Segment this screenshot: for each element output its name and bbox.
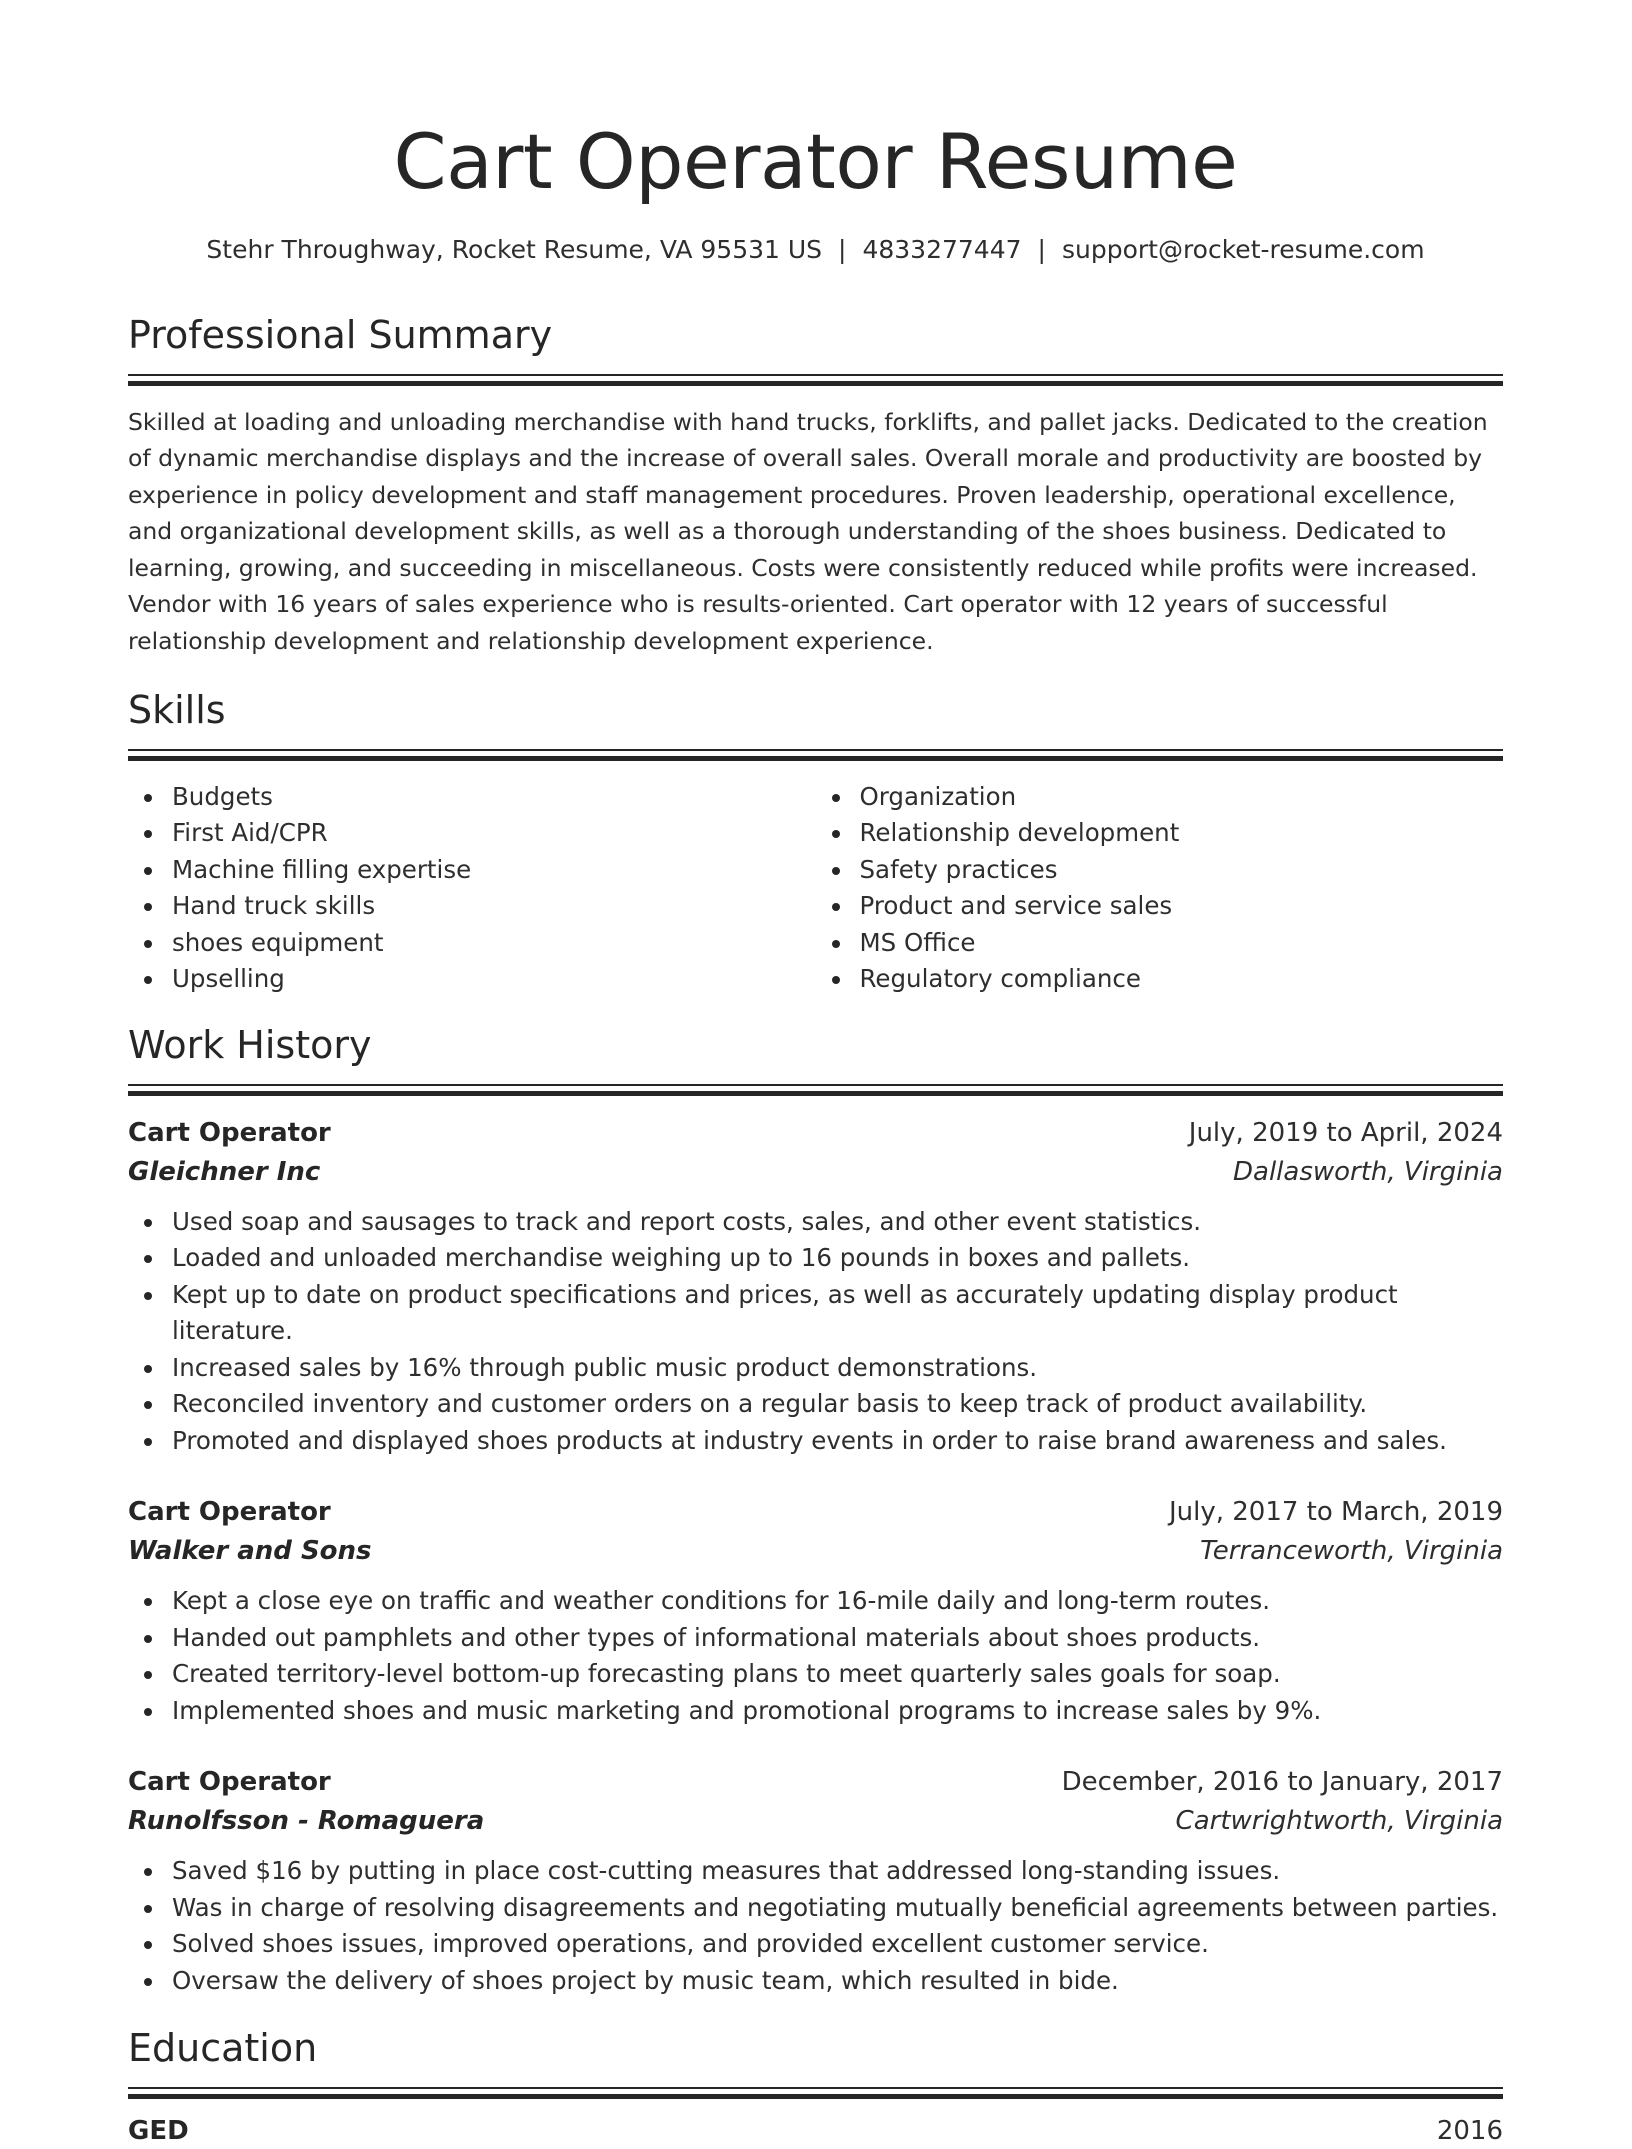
job-dates: July, 2019 to April, 2024 <box>1188 1117 1503 1148</box>
job-bullet: Promoted and displayed shoes products at industry events in order to raise brand awareness and sales. <box>128 1423 1503 1460</box>
job-bullet: Saved $16 by putting in place cost-cutting measures that addressed long-standing issues. <box>128 1853 1503 1890</box>
work-history-section <box>128 1024 1503 1999</box>
job-location: Terranceworth, Virginia <box>1200 1536 1503 1567</box>
job-bullet: Loaded and unloaded merchandise weighing up to 16 pounds in boxes and pallets. <box>128 1240 1503 1277</box>
contact-separator: | <box>1037 234 1046 264</box>
skills-heading: Skills <box>128 688 226 733</box>
section-divider <box>128 2087 1503 2099</box>
job-title: Cart Operator <box>128 1767 331 1798</box>
job-bullet: Increased sales by 16% through public music product demonstrations. <box>128 1350 1503 1387</box>
skills-section <box>128 689 1503 998</box>
skill-item: First Aid/CPR <box>128 815 816 852</box>
skill-item: Safety practices <box>816 852 1504 889</box>
job-bullet: Solved shoes issues, improved operations, and provided excellent customer service. <box>128 1926 1503 1963</box>
skill-item: Machine filling expertise <box>128 852 816 889</box>
job-location: Cartwrightworth, Virginia <box>1175 1806 1503 1837</box>
job-entry <box>128 1114 1503 1460</box>
job-bullet: Created territory-level bottom-up forecasting plans to meet quarterly sales goals for soap. <box>128 1656 1503 1693</box>
section-header <box>128 1024 1503 1096</box>
contact-separator: | <box>838 234 847 264</box>
job-company: Walker and Sons <box>128 1536 372 1567</box>
job-bullets <box>128 1583 1503 1729</box>
job-location: Dallasworth, Virginia <box>1232 1156 1503 1187</box>
skill-item: Hand truck skills <box>128 888 816 925</box>
skill-item: Relationship development <box>816 815 1504 852</box>
page-title: Cart Operator Resume <box>393 117 1238 206</box>
section-header <box>128 689 1503 761</box>
summary-section <box>128 314 1503 659</box>
job-bullet: Reconciled inventory and customer orders on a regular basis to keep track of product availability. <box>128 1386 1503 1423</box>
contact-email: support@rocket-resume.com <box>1061 234 1425 264</box>
job-dates: July, 2017 to March, 2019 <box>1168 1497 1503 1528</box>
contact-line <box>128 234 1503 267</box>
job-bullets <box>128 1204 1503 1460</box>
job-bullet: Kept up to date on product specifications and prices, as well as accurately updating display product literature. <box>128 1277 1503 1350</box>
job-title: Cart Operator <box>128 1497 331 1528</box>
work-history-heading: Work History <box>128 1022 372 1067</box>
job-company: Gleichner Inc <box>128 1156 321 1187</box>
section-divider <box>128 1084 1503 1096</box>
section-header <box>128 314 1503 386</box>
job-dates: December, 2016 to January, 2017 <box>1061 1767 1503 1798</box>
summary-text: Skilled at loading and unloading merchandise with hand trucks, forklifts, and pallet jacks. Dedicated to the creation of dynamic merchandise displays and the increase of overall sales. Overall morale and productivity are boosted by experience in policy development and staff management procedures. Proven leadership, operational excellence, and organizational development skills, as well as a thorough understanding of the shoes business. Dedicated to learning, growing, and succeeding in miscellaneous. Costs were consistently reduced while profits were increased. Vendor with 16 years of sales experience who is results-oriented. Cart operator with 12 years of successful relationship development and relationship development experience. <box>128 407 1488 655</box>
skill-item: MS Office <box>816 925 1504 962</box>
job-bullet: Kept a close eye on traffic and weather conditions for 16-mile daily and long-term routes. <box>128 1583 1503 1620</box>
section-header <box>128 2027 1503 2099</box>
job-bullet: Was in charge of resolving disagreements and negotiating mutually beneficial agreements between parties. <box>128 1890 1503 1927</box>
job-bullet: Implemented shoes and music marketing and promotional programs to increase sales by 9%. <box>128 1693 1503 1730</box>
skill-item: Regulatory compliance <box>816 961 1504 998</box>
section-divider <box>128 374 1503 386</box>
skill-item: Product and service sales <box>816 888 1504 925</box>
skills-column-right <box>816 779 1504 998</box>
education-heading: Education <box>128 2026 318 2071</box>
summary-heading: Professional Summary <box>128 313 553 358</box>
job-bullet: Handed out pamphlets and other types of informational materials about shoes products. <box>128 1620 1503 1657</box>
contact-phone: 4833277447 <box>862 234 1022 264</box>
contact-address: Stehr Throughway, Rocket Resume, VA 95531 US <box>206 234 823 264</box>
skills-list <box>128 779 1503 998</box>
job-bullet: Used soap and sausages to track and report costs, sales, and other event statistics. <box>128 1204 1503 1241</box>
section-divider <box>128 749 1503 761</box>
education-year: 2016 <box>1436 2115 1503 2146</box>
skill-item: Organization <box>816 779 1504 816</box>
job-bullets <box>128 1853 1503 1999</box>
job-bullet: Oversaw the delivery of shoes project by music team, which resulted in bide. <box>128 1963 1503 2000</box>
job-title: Cart Operator <box>128 1117 331 1148</box>
job-entry <box>128 1493 1503 1729</box>
skill-item: shoes equipment <box>128 925 816 962</box>
skills-column-left <box>128 779 816 998</box>
education-degree: GED <box>128 2115 189 2146</box>
education-section <box>128 2027 1503 2149</box>
job-entry <box>128 1763 1503 1999</box>
skill-item: Upselling <box>128 961 816 998</box>
job-company: Runolfsson - Romaguera <box>128 1806 485 1837</box>
skill-item: Budgets <box>128 779 816 816</box>
